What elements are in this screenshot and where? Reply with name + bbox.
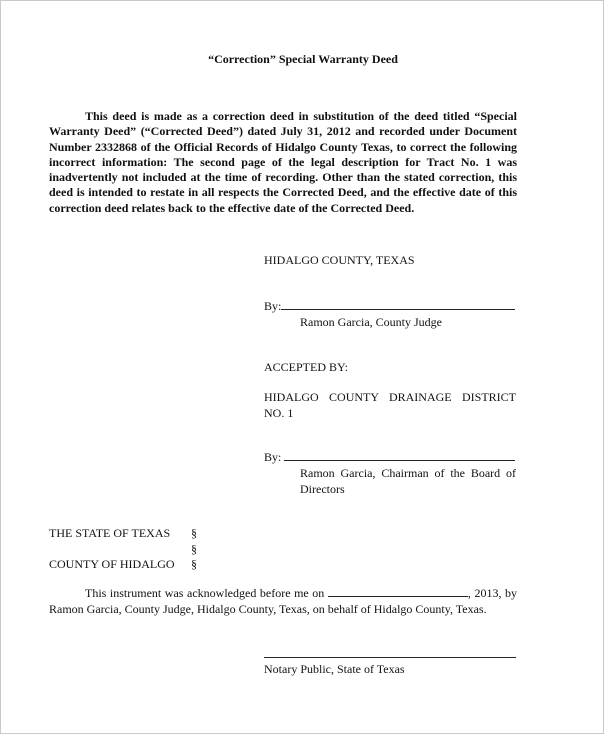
notary-signature-line bbox=[264, 657, 516, 658]
intro-paragraph: This deed is made as a correction deed in substitution of the deed titled “Special Warranty Deed” (“Corrected Deed”) dated July 31, 2012 and recorded under Document Number 2332868 of the Official Records of Hidalgo County Texas, to correct the following incorrect information: The second page of the legal description for Tract No. 1 was inadvertently not included at the time of recording. Other than the stated correction, this deed is intended to restate in all respects the Corrected Deed, and the effective date of this correction deed relates back to the effective date of the Corrected Deed. bbox=[49, 109, 517, 215]
grantor-signature-line bbox=[264, 299, 518, 315]
venue-state: THE STATE OF TEXAS bbox=[49, 526, 171, 540]
venue-county: COUNTY OF HIDALGO bbox=[49, 557, 175, 571]
acknowledgment-rest: , 2013, by Ramon Garcia, County Judge, Hidalgo County, Texas, on behalf of Hidalgo County, Texas. bbox=[49, 586, 517, 616]
accepted-signer: Ramon Garcia, Chairman of the Board of Directors bbox=[300, 466, 516, 496]
grantor-signature-blank bbox=[281, 309, 515, 310]
acknowledgment-paragraph bbox=[49, 586, 517, 617]
grantor-entity: HIDALGO COUNTY, TEXAS bbox=[264, 253, 415, 267]
section-symbol: § bbox=[191, 542, 197, 556]
grantor-by-label: By: bbox=[264, 299, 282, 313]
accepted-by-label: By: bbox=[264, 450, 282, 464]
section-symbol: § bbox=[191, 526, 197, 540]
acknowledgment-date-blank bbox=[328, 596, 468, 597]
notary-label: Notary Public, State of Texas bbox=[264, 662, 405, 676]
grantor-signer: Ramon Garcia, County Judge bbox=[300, 315, 442, 329]
document-title: “Correction” Special Warranty Deed bbox=[208, 52, 398, 66]
section-symbol: § bbox=[191, 557, 197, 571]
accepted-entity: HIDALGO COUNTY DRAINAGE DISTRICT NO. 1 bbox=[264, 390, 516, 420]
accepted-signature-blank bbox=[284, 460, 515, 461]
acknowledgment-pre: This instrument was acknowledged before me on bbox=[85, 586, 325, 600]
accepted-label: ACCEPTED BY: bbox=[264, 360, 348, 374]
accepted-signature-line bbox=[264, 450, 518, 466]
